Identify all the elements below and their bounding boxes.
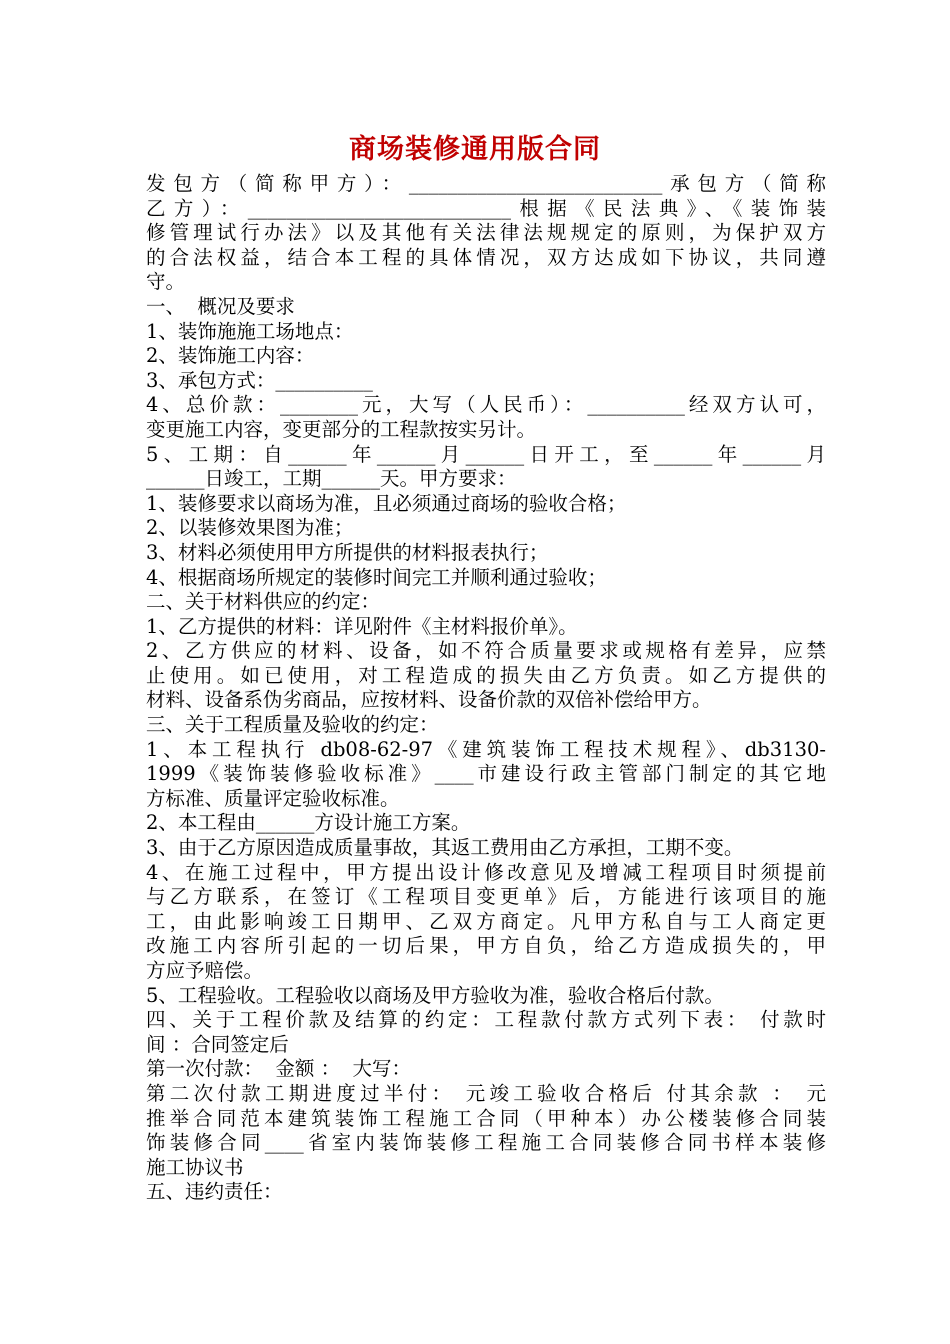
body-line: 与乙方联系，在签订《工程项目变更单》后，方能进行该项目的施 <box>146 885 826 909</box>
body-line: 材料、设备系伪劣商品，应按材料、设备价款的双倍补偿给甲方。 <box>146 688 712 712</box>
body-line: 修管理试行办法》以及其他有关法律法规规定的原则，为保护双方 <box>146 221 826 245</box>
body-line: 3、承包方式：__________ <box>146 368 373 392</box>
body-line: 1、装饰施施工场地点： <box>146 319 354 343</box>
page-title: 商场装修通用版合同 <box>349 134 601 165</box>
body-line: 第二次付款工期进度过半付： 元竣工验收合格后 付其余款 ： 元 <box>146 1081 826 1105</box>
body-line: 二、关于材料供应的约定： <box>146 590 381 614</box>
body-line: 2、乙方供应的材料、设备，如不符合质量要求或规格有差异，应禁 <box>146 639 826 663</box>
body-line: 发包方（简称甲方）：__________________________承包方（简称 <box>146 172 826 195</box>
body-line: 2、以装修效果图为准； <box>146 516 354 540</box>
body-line: 方标准、质量评定验收标准。 <box>146 786 400 810</box>
body-line: 4、在施工过程中，甲方提出设计修改意见及增减工程项目时须提前 <box>146 860 826 884</box>
body-line: 四、关于工程价款及结算的约定：工程款付款方式列下表： 付款时 <box>146 1008 826 1032</box>
body-line: 第一次付款： 金额 ： 大写： <box>146 1057 411 1081</box>
body-line: 守。 <box>146 270 186 294</box>
body-line: 1999《装饰装修验收标准》____市建设行政主管部门制定的其它地 <box>146 762 826 786</box>
body-line: 五、违约责任： <box>146 1180 283 1204</box>
body-line: 止使用。如已使用，对工程造成的损失由乙方负责。如乙方提供的 <box>146 663 826 687</box>
body-line: 1、乙方提供的材料：详见附件《主材料报价单》。 <box>146 614 578 638</box>
body-line: 变更施工内容，变更部分的工程款按实另计。 <box>146 417 537 441</box>
body-line: 方应予赔偿。 <box>146 959 264 982</box>
body-line: 5、工期：自______年______月______日开工，至______年______月 <box>146 442 826 466</box>
body-line: ______日竣工，工期______天。甲方要求： <box>146 467 517 491</box>
body-line: 3、由于乙方原因造成质量事故，其返工费用由乙方承担，工期不变。 <box>146 836 744 860</box>
body-line: 工，由此影响竣工日期甲、乙双方商定。凡甲方私自与工人商定更 <box>146 909 826 933</box>
body-line: 1、本工程执行 db08-62-97《建筑装饰工程技术规程》、db3130- <box>146 737 826 761</box>
body-line: 间 ：合同签定后 <box>146 1032 289 1056</box>
body-line: 5、工程验收。工程验收以商场及甲方验收为准，验收合格后付款。 <box>146 983 724 1007</box>
body-line: 1、装修要求以商场为准，且必须通过商场的验收合格； <box>146 491 627 515</box>
body-line: 一、 概况及要求 <box>146 294 295 318</box>
body-line: 饰装修合同____省室内装饰装修工程施工合同装修合同书样本装修 <box>146 1131 826 1155</box>
contract-body <box>146 172 826 1205</box>
body-line: 2、装饰施工内容： <box>146 344 315 368</box>
body-line: 的合法权益，结合本工程的具体情况，双方达成如下协议，共同遵 <box>146 245 826 269</box>
body-line: 乙方）：___________________________根据《民法典》、《装饰装 <box>146 196 826 220</box>
body-line: 推举合同范本建筑装饰工程施工合同（甲种本）办公楼装修合同装 <box>146 1106 826 1130</box>
body-line: 4、总价款：________元，大写（人民币）：__________经双方认可， <box>146 393 826 417</box>
body-line: 三、关于工程质量及验收的约定： <box>146 713 439 737</box>
body-line: 2、本工程由______方设计施工方案。 <box>146 811 471 835</box>
body-line: 3、材料必须使用甲方所提供的材料报表执行； <box>146 540 549 564</box>
body-line: 改施工内容所引起的一切后果，甲方自负，给乙方造成损失的，甲 <box>146 934 826 958</box>
body-line: 4、根据商场所规定的装修时间完工并顺利通过验收； <box>146 565 607 589</box>
body-line: 施工协议书 <box>146 1155 244 1179</box>
